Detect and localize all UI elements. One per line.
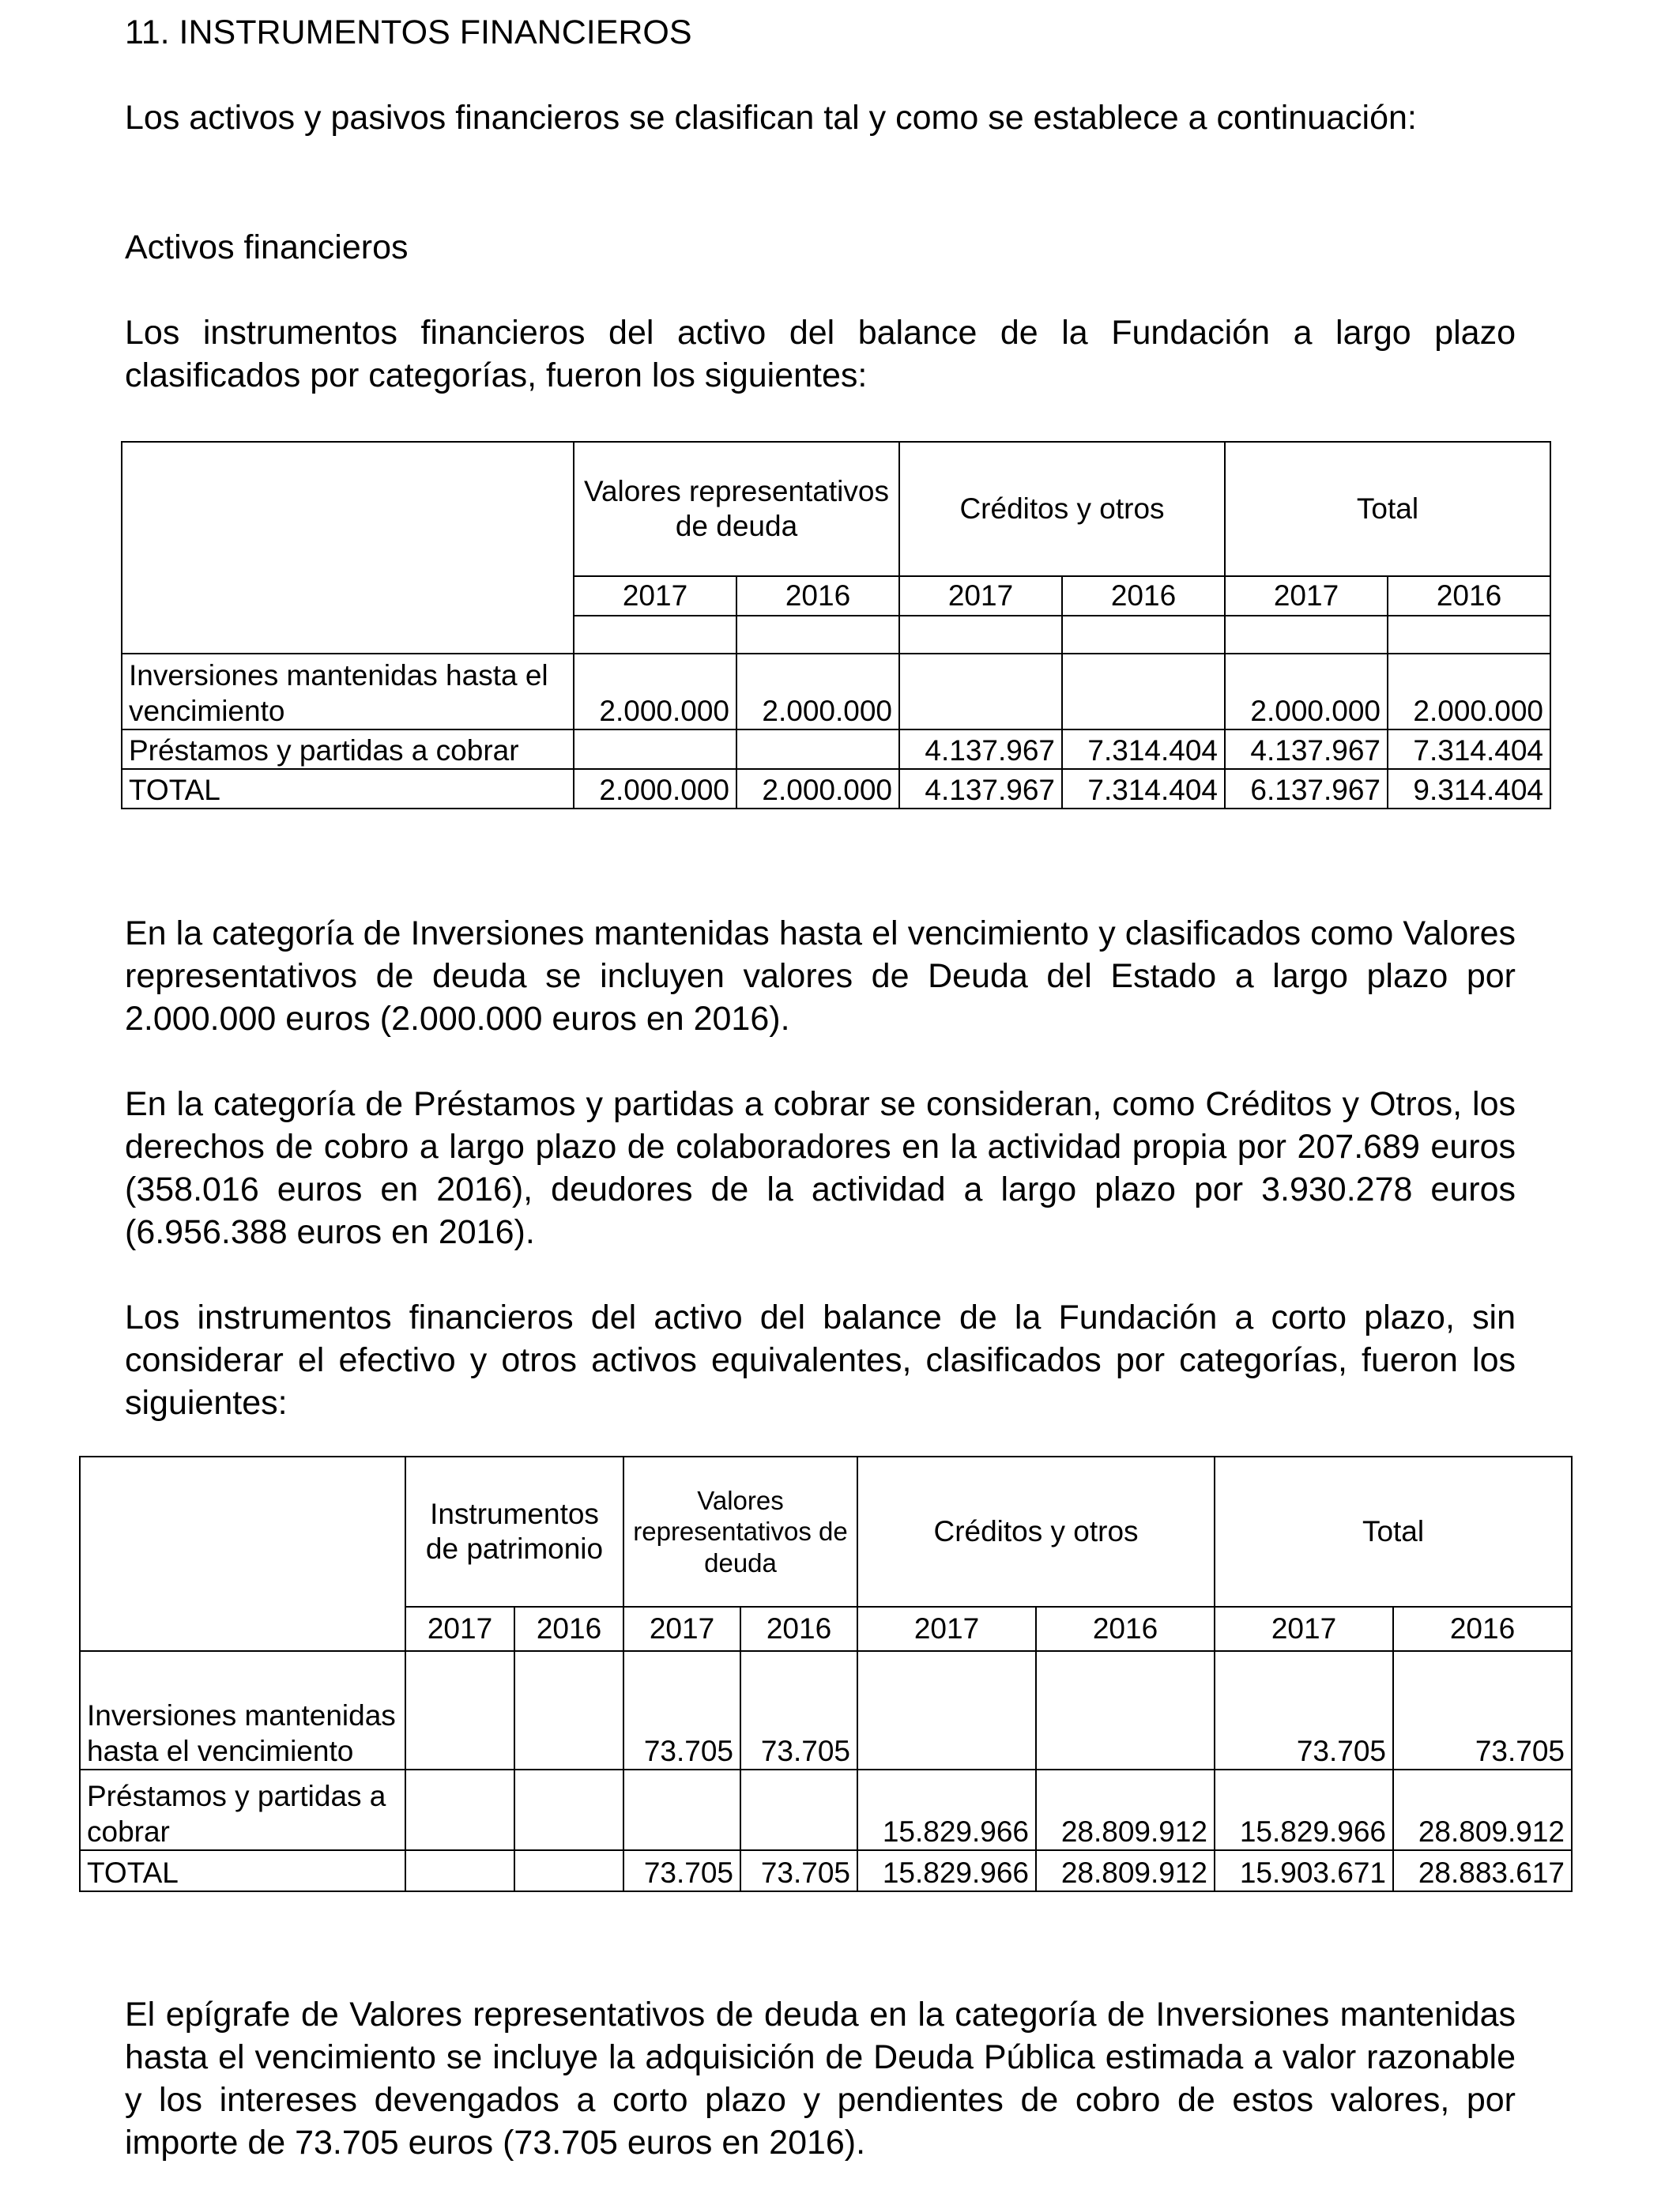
header-instrumentos-patrimonio: Instrumentos de patrimonio bbox=[405, 1457, 623, 1607]
year-header: 2016 bbox=[736, 576, 899, 616]
year-header: 2017 bbox=[623, 1607, 740, 1651]
value-cell: 7.314.404 bbox=[1062, 769, 1225, 809]
value-cell: 2.000.000 bbox=[736, 654, 899, 729]
row-label: Inversiones mantenidas hasta el vencimiento bbox=[122, 654, 574, 729]
year-header: 2017 bbox=[1215, 1607, 1393, 1651]
table-row bbox=[122, 729, 1550, 769]
table-row-total bbox=[122, 769, 1550, 809]
header-valores-deuda: Valores representativos de deuda bbox=[574, 442, 899, 576]
intro-paragraph: Los activos y pasivos financieros se clasifican tal y como se establece a continuación: bbox=[125, 99, 1417, 137]
long-term-note-2: En la categoría de Préstamos y partidas a cobrar se consideran, como Créditos y Otros, los derechos de cobro a largo plazo de colaboradores en la actividad propia por 207.689 euros (358.016 euros en 2016), deudores de la actividad a largo plazo por 3.930.278 euros (6.956.388 euros en 2016). bbox=[125, 1085, 1516, 1251]
row-label: Inversiones mantenidas hasta el vencimiento bbox=[80, 1651, 405, 1770]
value-cell: 73.705 bbox=[740, 1850, 857, 1891]
value-cell: 4.137.967 bbox=[899, 729, 1062, 769]
long-term-note-1: En la categoría de Inversiones mantenidas hasta el vencimiento y clasificados como Valores representativos de deuda se incluyen valores de Deuda del Estado a largo plazo por 2.000.000 euros (2.000.000 euros en 2016). bbox=[125, 914, 1516, 1038]
value-cell: 2.000.000 bbox=[574, 654, 736, 729]
value-cell bbox=[1062, 654, 1225, 729]
value-cell bbox=[736, 729, 899, 769]
year-header: 2016 bbox=[514, 1607, 623, 1651]
row-label: TOTAL bbox=[122, 769, 574, 809]
value-cell: 73.705 bbox=[1393, 1651, 1572, 1770]
year-header: 2017 bbox=[405, 1607, 514, 1651]
value-cell: 28.809.912 bbox=[1393, 1770, 1572, 1850]
row-label: Préstamos y partidas a cobrar bbox=[122, 729, 574, 769]
value-cell: 6.137.967 bbox=[1225, 769, 1388, 809]
year-header: 2016 bbox=[1388, 576, 1550, 616]
short-term-intro-paragraph: Los instrumentos financieros del activo del balance de la Fundación a corto plazo, sin considerar el efectivo y otros activos equivalentes, clasificados por categorías, fueron los siguientes: bbox=[125, 1299, 1516, 1422]
value-cell bbox=[514, 1651, 623, 1770]
year-header: 2016 bbox=[1036, 1607, 1215, 1651]
year-header: 2016 bbox=[1393, 1607, 1572, 1651]
value-cell: 9.314.404 bbox=[1388, 769, 1550, 809]
spacer-cell bbox=[899, 616, 1062, 654]
value-cell: 15.829.966 bbox=[857, 1850, 1036, 1891]
table-row bbox=[80, 1651, 1572, 1770]
header-valores-deuda: Valores representativos de deuda bbox=[623, 1457, 857, 1607]
year-header: 2017 bbox=[899, 576, 1062, 616]
value-cell bbox=[514, 1850, 623, 1891]
value-cell bbox=[405, 1770, 514, 1850]
value-cell bbox=[514, 1770, 623, 1850]
value-cell: 73.705 bbox=[1215, 1651, 1393, 1770]
value-cell: 2.000.000 bbox=[1388, 654, 1550, 729]
table-corner-cell bbox=[122, 442, 574, 654]
year-header: 2016 bbox=[1062, 576, 1225, 616]
table-corner-cell bbox=[80, 1457, 405, 1651]
value-cell bbox=[740, 1770, 857, 1850]
header-total: Total bbox=[1225, 442, 1550, 576]
value-cell bbox=[574, 729, 736, 769]
spacer-cell bbox=[574, 616, 736, 654]
value-cell: 73.705 bbox=[623, 1850, 740, 1891]
value-cell: 7.314.404 bbox=[1062, 729, 1225, 769]
header-creditos-otros: Créditos y otros bbox=[857, 1457, 1215, 1607]
value-cell: 2.000.000 bbox=[1225, 654, 1388, 729]
value-cell: 2.000.000 bbox=[574, 769, 736, 809]
value-cell: 73.705 bbox=[623, 1651, 740, 1770]
value-cell: 4.137.967 bbox=[899, 769, 1062, 809]
spacer-cell bbox=[1388, 616, 1550, 654]
spacer-cell bbox=[1225, 616, 1388, 654]
header-creditos-otros: Créditos y otros bbox=[899, 442, 1225, 576]
value-cell: 28.883.617 bbox=[1393, 1850, 1572, 1891]
spacer-cell bbox=[736, 616, 899, 654]
value-cell bbox=[405, 1651, 514, 1770]
value-cell bbox=[1036, 1651, 1215, 1770]
row-label: Préstamos y partidas a cobrar bbox=[80, 1770, 405, 1850]
table-row bbox=[122, 654, 1550, 729]
value-cell bbox=[623, 1770, 740, 1850]
row-label: TOTAL bbox=[80, 1850, 405, 1891]
value-cell bbox=[405, 1850, 514, 1891]
year-header: 2016 bbox=[740, 1607, 857, 1651]
spacer-cell bbox=[1062, 616, 1225, 654]
year-header: 2017 bbox=[1225, 576, 1388, 616]
table-row-total bbox=[80, 1850, 1572, 1891]
value-cell: 28.809.912 bbox=[1036, 1850, 1215, 1891]
header-total: Total bbox=[1215, 1457, 1572, 1607]
value-cell: 2.000.000 bbox=[736, 769, 899, 809]
value-cell: 73.705 bbox=[740, 1651, 857, 1770]
long-term-intro-paragraph: Los instrumentos financieros del activo del balance de la Fundación a largo plazo clasificados por categorías, fueron los siguientes: bbox=[125, 314, 1516, 394]
table-row bbox=[80, 1770, 1572, 1850]
year-header: 2017 bbox=[857, 1607, 1036, 1651]
value-cell: 15.829.966 bbox=[1215, 1770, 1393, 1850]
value-cell: 15.903.671 bbox=[1215, 1850, 1393, 1891]
value-cell: 4.137.967 bbox=[1225, 729, 1388, 769]
year-header: 2017 bbox=[574, 576, 736, 616]
value-cell: 15.829.966 bbox=[857, 1770, 1036, 1850]
short-term-note: El epígrafe de Valores representativos de deuda en la categoría de Inversiones mantenidas hasta el vencimiento se incluye la adquisición de Deuda Pública estimada a valor razonable y los intereses devengados a corto plazo y pendientes de cobro de estos valores, por importe de 73.705 euros (73.705 euros en 2016). bbox=[125, 1996, 1516, 2162]
value-cell: 7.314.404 bbox=[1388, 729, 1550, 769]
section-heading: 11. INSTRUMENTOS FINANCIEROS bbox=[125, 13, 692, 51]
short-term-assets-table bbox=[79, 1456, 1573, 1892]
value-cell bbox=[857, 1651, 1036, 1770]
value-cell bbox=[899, 654, 1062, 729]
value-cell: 28.809.912 bbox=[1036, 1770, 1215, 1850]
long-term-assets-table bbox=[121, 441, 1551, 809]
subheading-activos: Activos financieros bbox=[125, 228, 409, 266]
